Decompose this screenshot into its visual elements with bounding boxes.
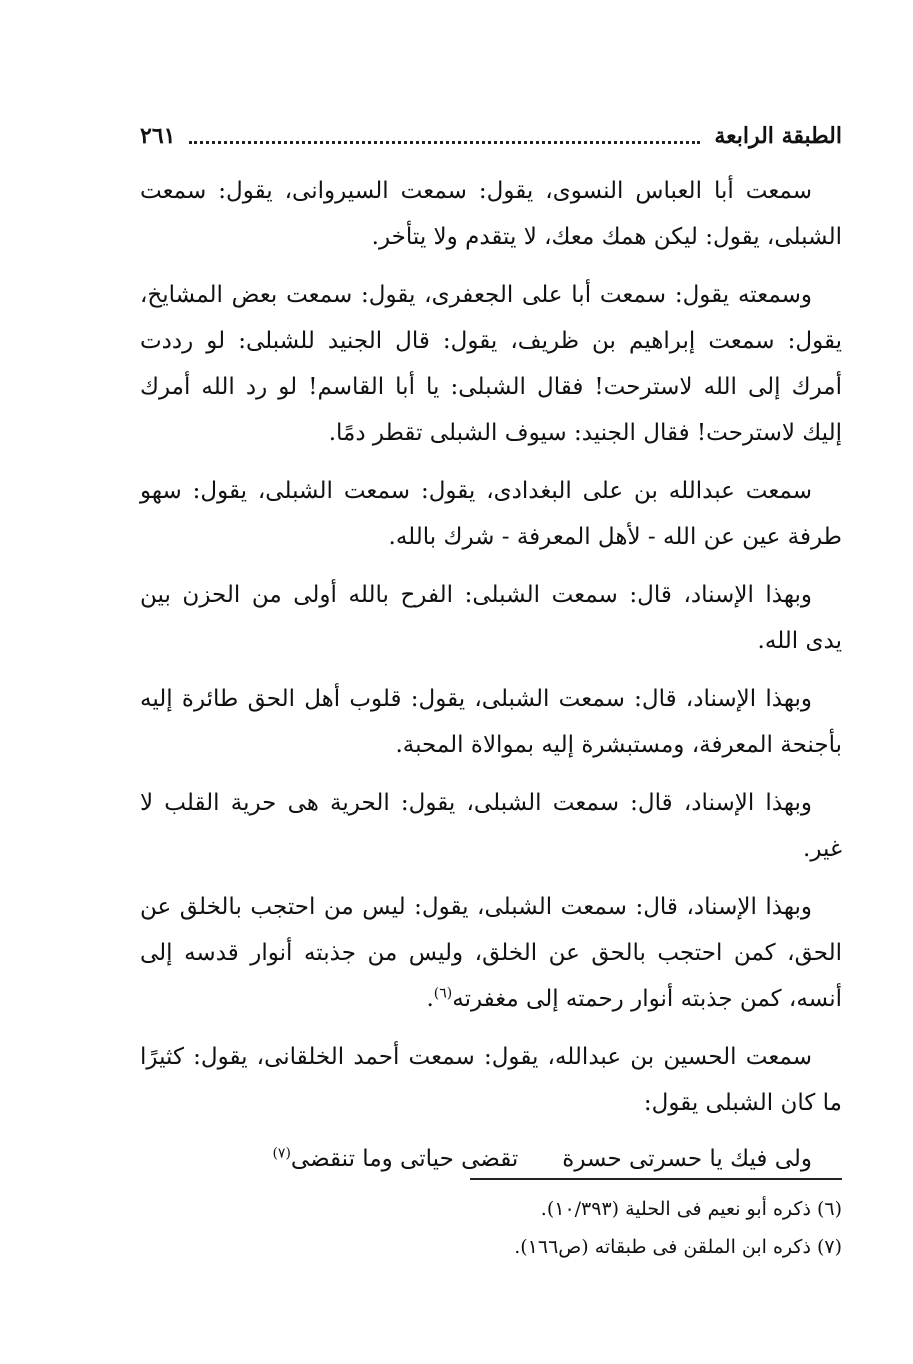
poetry-verse — [140, 1136, 842, 1182]
paragraph: سمعت أبا العباس النسوى، يقول: سمعت السيروانى، يقول: سمعت الشبلى، يقول: ليكن همك معك، لا يتقدم ولا يتأخر. — [140, 178, 842, 250]
footnotes — [400, 1190, 842, 1266]
paragraph: وبهذا الإسناد، قال: سمعت الشبلى، يقول: قلوب أهل الحق طائرة إليه بأجنحة المعرفة، ومستبشرة إليه بموالاة المحبة. — [140, 686, 842, 758]
footnote-marker-7: (٧) — [272, 1145, 291, 1162]
paragraph-end: . — [426, 986, 434, 1012]
verse-hemistich-second — [272, 1136, 518, 1182]
page-number: ٢٦١ — [140, 123, 176, 149]
paragraph: سمعت عبدالله بن على البغدادى، يقول: سمعت الشبلى، يقول: سهو طرفة عين عن الله - لأهل المعرفة - شرك بالله. — [140, 478, 842, 550]
paragraph-with-footnote — [140, 884, 842, 1022]
paragraph: وبهذا الإسناد، قال: سمعت الشبلى: الفرح بالله أولى من الحزن بين يدى الله. — [140, 582, 842, 654]
verse-hemistich-text: تقضى حياتى وما تنقضى — [290, 1146, 519, 1172]
section-title: الطبقة الرابعة — [714, 123, 842, 149]
leader-dots — [189, 141, 700, 144]
paragraph: سمعت الحسين بن عبدالله، يقول: سمعت أحمد الخلقانى، يقول: كثيرًا ما كان الشبلى يقول: — [140, 1044, 842, 1116]
body-text — [140, 168, 842, 1182]
paragraph-text: وبهذا الإسناد، قال: سمعت الشبلى، يقول: ليس من احتجب بالخلق عن الحق، كمن احتجب بالحق عن الخلق، وليس من جذبته أنوار قدسه إلى أنسه، كمن جذبته أنوار رحمته إلى مغفرته — [140, 894, 842, 1012]
verse-hemistich-first: ولى فيك يا حسرتى حسرة — [562, 1146, 812, 1172]
footnote-6: (٦) ذكره أبو نعيم فى الحلية (١٠/٣٩٣). — [540, 1198, 842, 1220]
footnote-separator — [470, 1178, 842, 1180]
footnote-7: (٧) ذكره ابن الملقن فى طبقاته (ص١٦٦). — [514, 1236, 842, 1258]
paragraph: وسمعته يقول: سمعت أبا على الجعفرى، يقول: سمعت بعض المشايخ، يقول: سمعت إبراهيم بن ظريف، يقول: قال الجنيد للشبلى: لو رددت أمرك إلى الله لاسترحت! فقال الشبلى: يا أبا القاسم! لو رد الله أمرك إليك لاسترحت! فقال الجنيد: سيوف الشبلى تقطر دمًا. — [140, 282, 842, 446]
paragraph: وبهذا الإسناد، قال: سمعت الشبلى، يقول: الحرية هى حرية القلب لا غير. — [140, 790, 842, 862]
footnote-marker-6: (٦) — [433, 985, 453, 1002]
running-header — [140, 118, 842, 154]
